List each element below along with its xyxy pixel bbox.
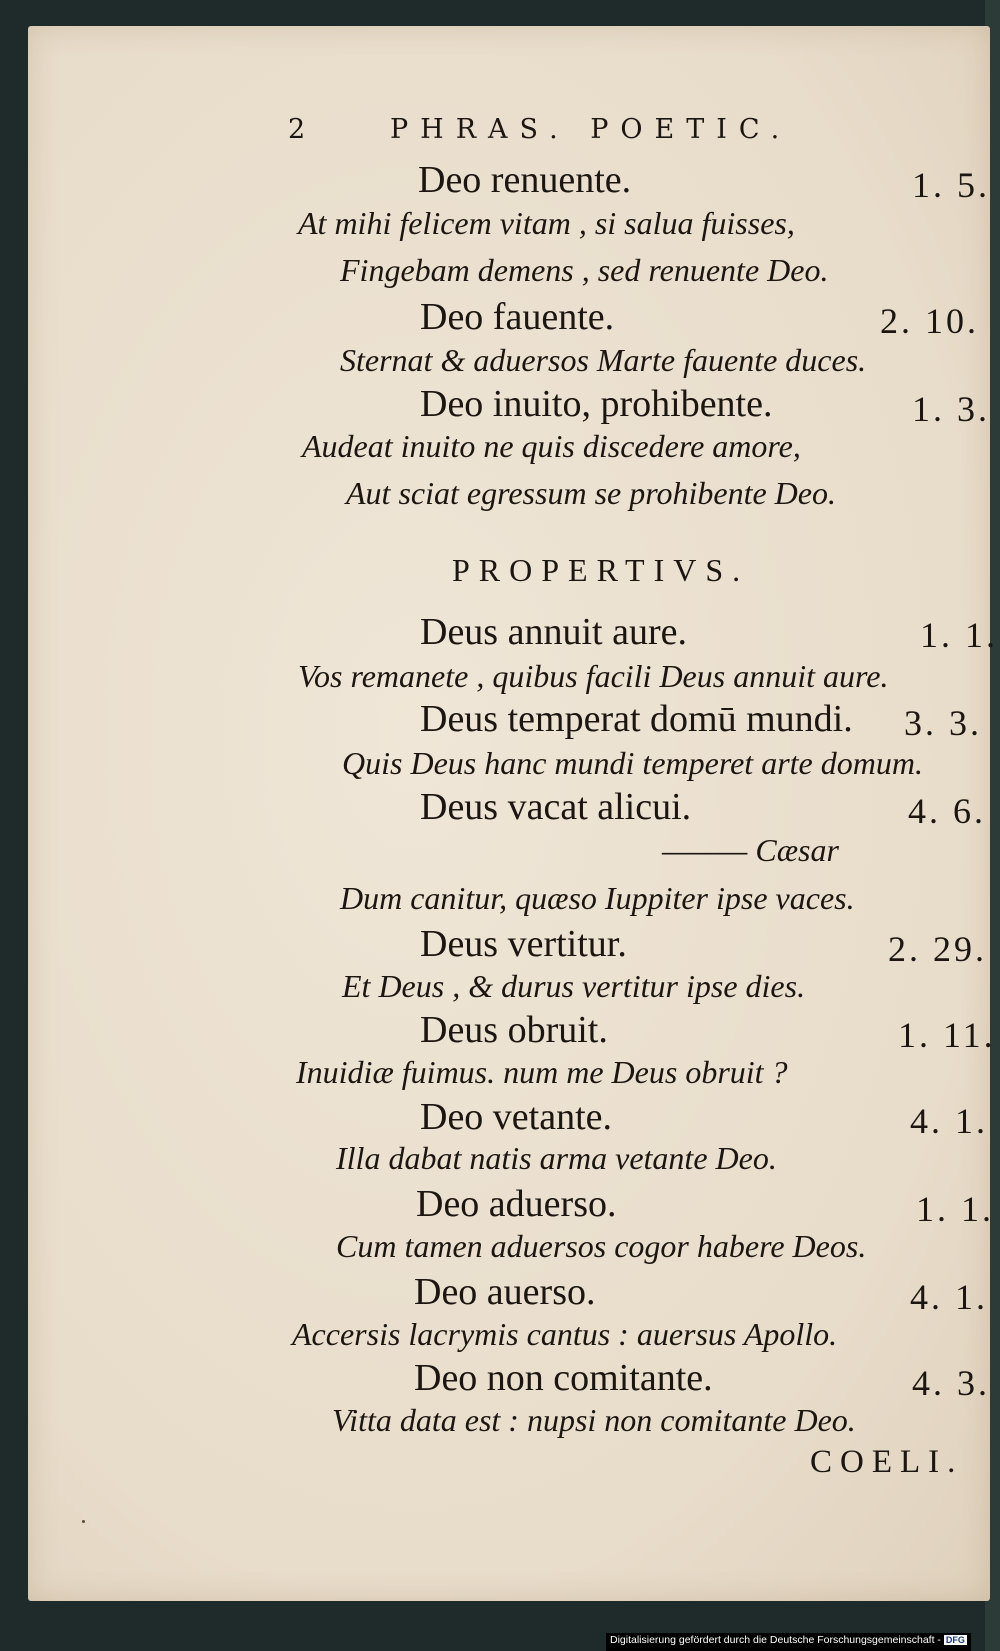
entry-head: Deo aduerso.: [416, 1183, 617, 1225]
entry-head: Deus obruit.: [420, 1009, 608, 1051]
credit-text: Digitalisierung gefördert durch die Deutsche Forschungsgemeinschaft -: [610, 1634, 941, 1646]
entry-quote: Illa dabat natis arma vetante Deo.: [336, 1140, 777, 1176]
entry-head: Deo vetante.: [420, 1096, 613, 1138]
entry-ref: 4. 1.: [910, 1277, 988, 1317]
entry-quote: Fingebam demens , sed renuente Deo.: [340, 252, 829, 288]
entry-quote: Et Deus , & durus vertitur ipse dies.: [342, 968, 806, 1004]
entry-quote: ——— Cæsar: [662, 832, 839, 868]
ink-speck: [82, 1520, 85, 1523]
page-number: 2: [288, 114, 306, 145]
entry-quote: Inuidiæ fuimus. num me Deus obruit ?: [296, 1054, 788, 1090]
entry-ref: 2. 29.: [888, 929, 987, 969]
running-title: PHRAS. POETIC.: [390, 114, 792, 145]
entry-quote: Cum tamen aduersos cogor habere Deos.: [336, 1228, 867, 1264]
entry-ref: 1. 3.: [912, 389, 990, 429]
entry-head: Deus vacat alicui.: [420, 786, 692, 828]
entry-quote: Quis Deus hanc mundi temperet arte domum.: [342, 745, 923, 781]
entry-quote: Aut sciat egressum se prohibente Deo.: [346, 475, 836, 511]
entry-head: Deo auerso.: [414, 1271, 596, 1313]
entry-ref: 4. 1.: [910, 1101, 988, 1141]
digitization-credit: [606, 1633, 971, 1651]
entry-quote: Accersis lacrymis cantus : auersus Apollo.: [292, 1316, 838, 1352]
section-title: PROPERTIVS.: [452, 552, 750, 588]
entry-quote: Vitta data est : nupsi non comitante Deo.: [332, 1402, 856, 1438]
entry-head: Deo inuito, prohibente.: [420, 383, 773, 425]
entry-head: Deo renuente.: [418, 159, 632, 201]
entry-quote: At mihi felicem vitam , si salua fuisses,: [298, 205, 795, 241]
catchword: COELI.: [810, 1444, 964, 1480]
entry-head: Deus temperat domū mundi.: [420, 698, 853, 740]
entry-head: Deus annuit aure.: [420, 611, 687, 653]
entry-head: Deus vertitur.: [420, 923, 627, 965]
entry-ref: 1. 1.: [920, 615, 998, 655]
entry-ref: 2. 10.: [880, 301, 979, 341]
entry-quote: Audeat inuito ne quis discedere amore,: [302, 428, 801, 464]
entry-ref: 1. 1.: [916, 1189, 994, 1229]
entry-ref: 1. 5.: [912, 165, 990, 205]
entry-quote: Sternat & aduersos Marte fauente duces.: [340, 342, 867, 378]
entry-ref: 4. 6.: [908, 791, 986, 831]
entry-ref: 1. 11.: [898, 1015, 996, 1055]
entry-ref: 4. 3.: [912, 1363, 990, 1403]
entry-head: Deo non comitante.: [414, 1357, 713, 1399]
entry-head: Deo fauente.: [420, 296, 615, 338]
entry-quote: Dum canitur, quæso Iuppiter ipse vaces.: [340, 880, 855, 916]
dfg-logo: DFG: [945, 1635, 965, 1645]
entry-quote: Vos remanete , quibus facili Deus annuit aure.: [298, 658, 889, 694]
entry-ref: 3. 3.: [904, 703, 982, 743]
